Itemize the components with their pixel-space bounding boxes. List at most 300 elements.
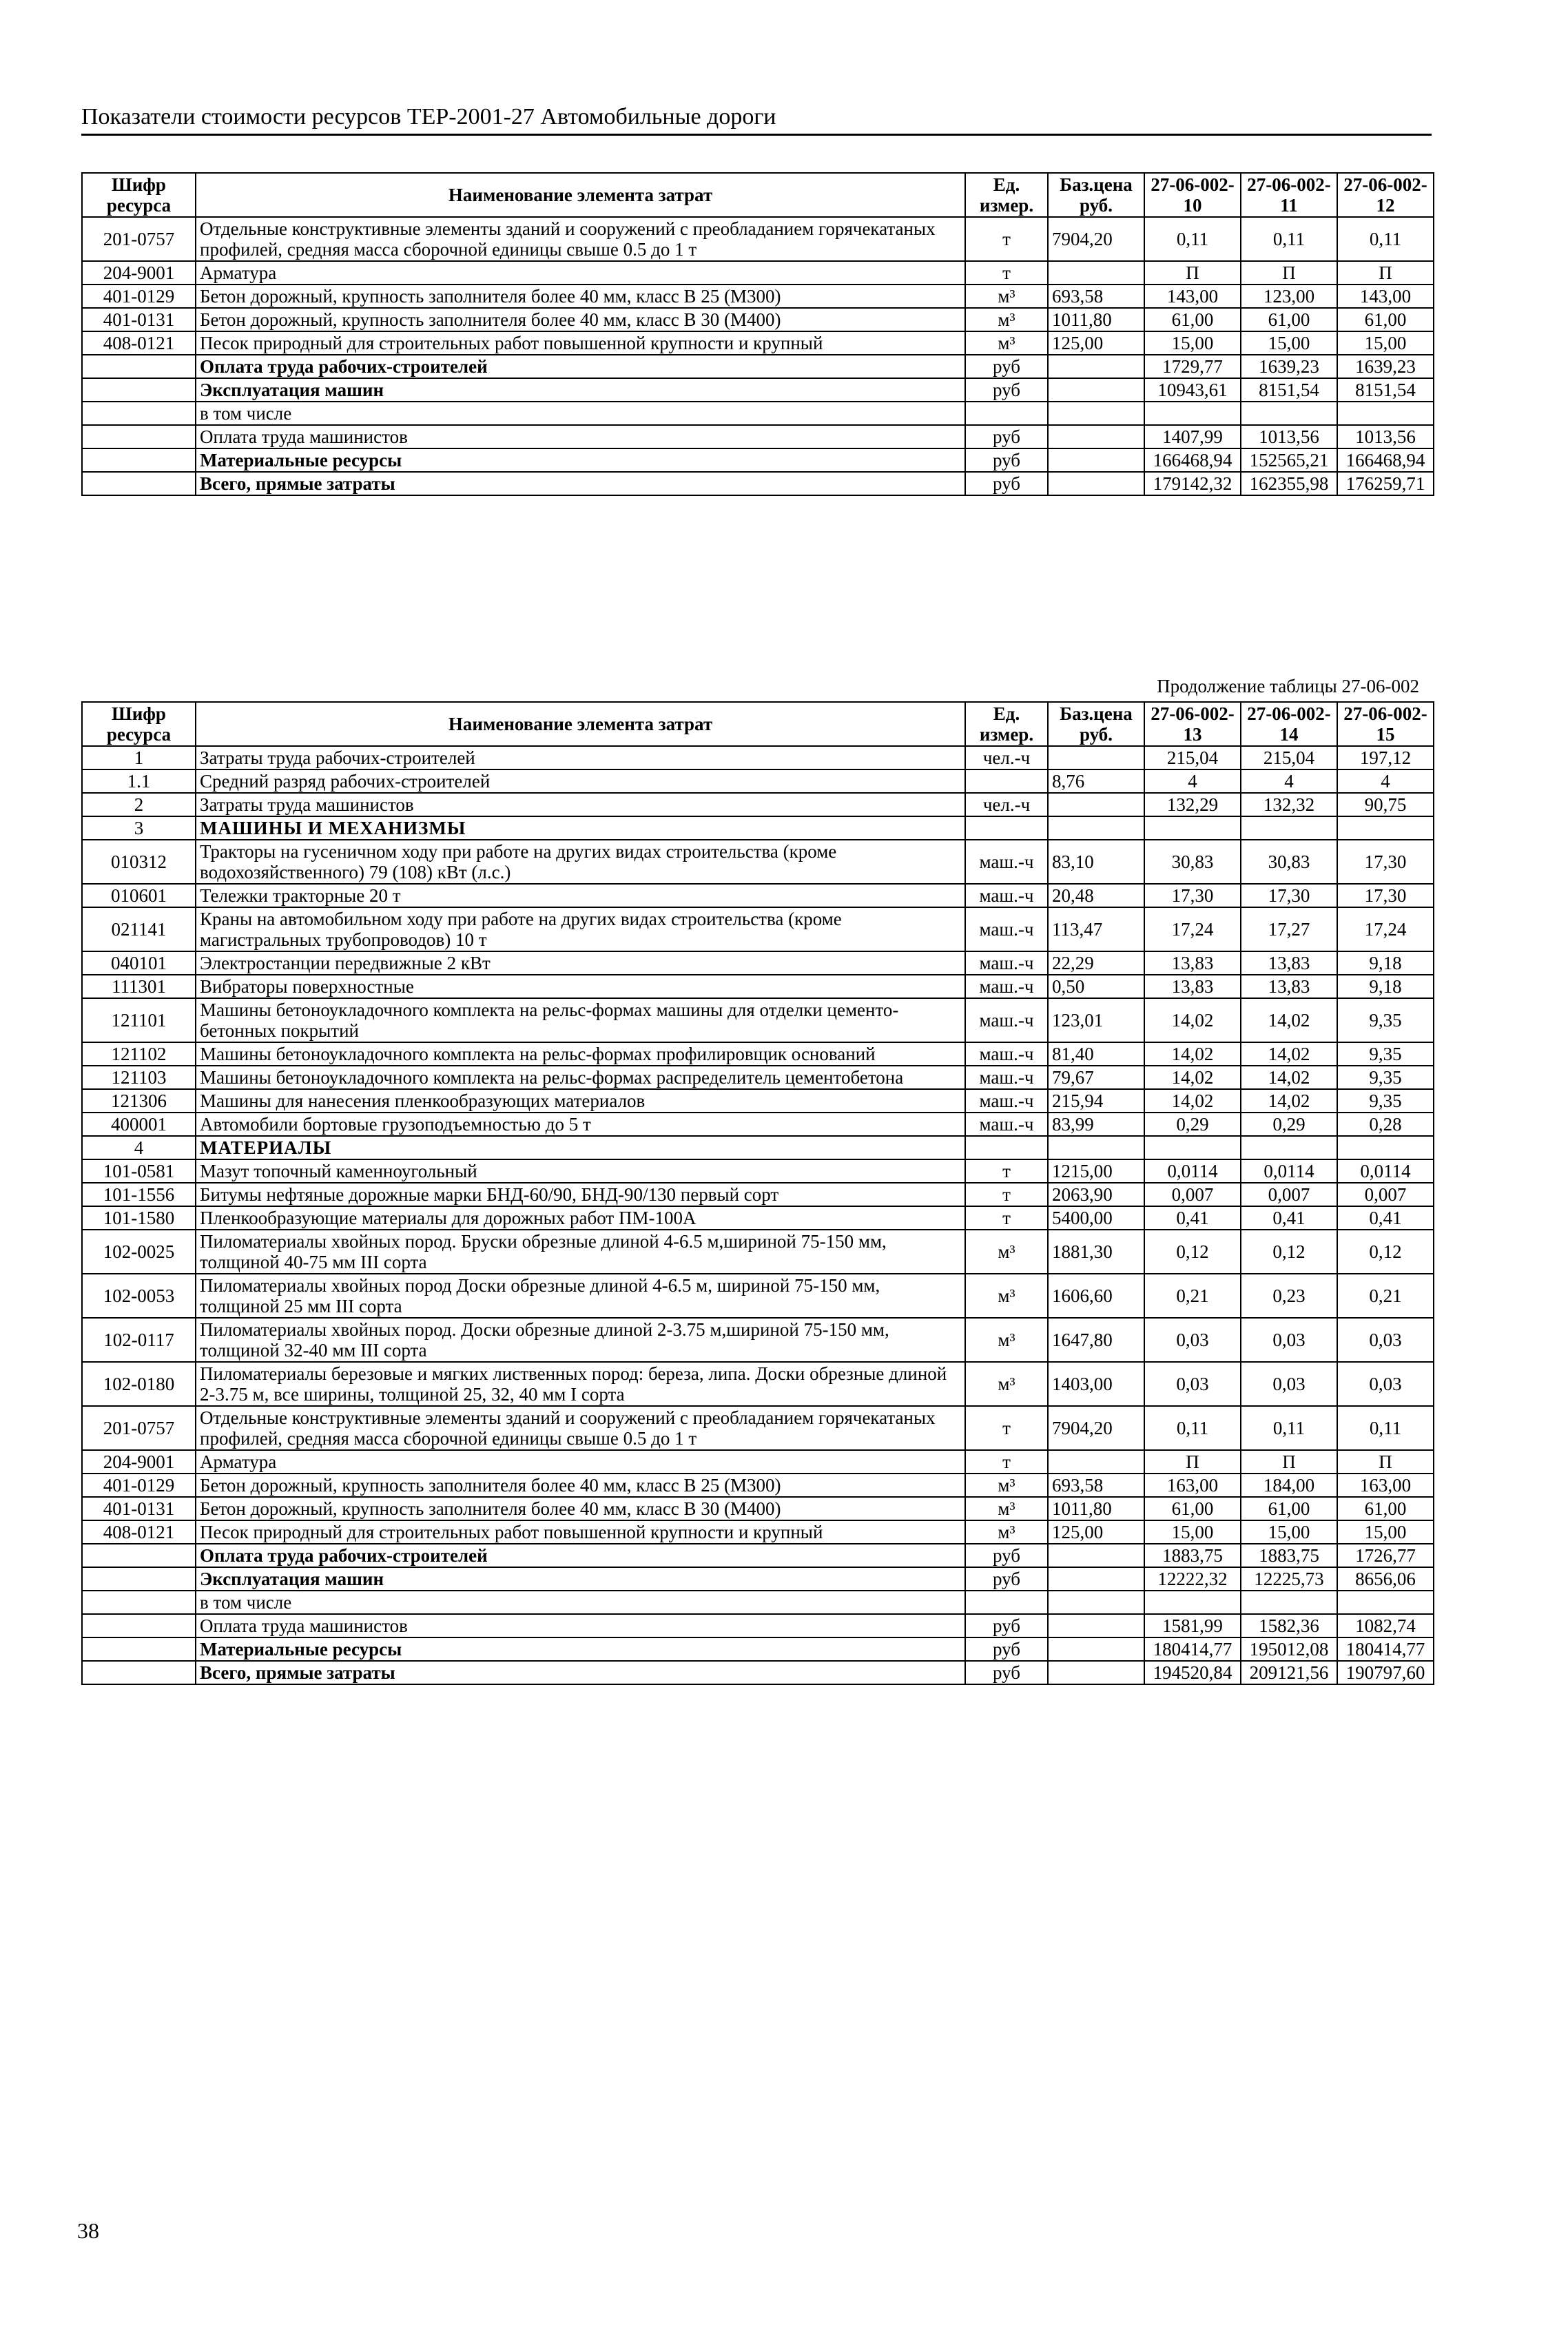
unit-cell: руб xyxy=(965,1567,1048,1591)
table-row xyxy=(82,1520,1434,1544)
resource-name: Материальные ресурсы xyxy=(196,1637,965,1661)
table-row xyxy=(82,1183,1434,1206)
resource-code xyxy=(82,402,196,425)
resource-name: Всего, прямые затраты xyxy=(196,1661,965,1684)
unit-cell: маш.-ч xyxy=(965,1113,1048,1136)
resource-code: 204-9001 xyxy=(82,261,196,285)
norm-value-2: 8151,54 xyxy=(1241,378,1337,402)
norm-value-2: 61,00 xyxy=(1241,1497,1337,1520)
norm-value-1: 0,03 xyxy=(1144,1318,1241,1362)
unit-cell: т xyxy=(965,1450,1048,1474)
norm-value-2: 1883,75 xyxy=(1241,1544,1337,1567)
resource-name: Машины бетоноукладочного комплекта на рельс-формах профилировщик оснований xyxy=(196,1042,965,1066)
resource-code: 2 xyxy=(82,793,196,816)
unit-cell xyxy=(965,816,1048,840)
base-price-cell xyxy=(1048,1591,1144,1614)
resource-code xyxy=(82,472,196,495)
norm-value-2: 13,83 xyxy=(1241,951,1337,975)
norm-value-3: 90,75 xyxy=(1337,793,1434,816)
summary-row xyxy=(82,1661,1434,1684)
summary-row xyxy=(82,1544,1434,1567)
resource-code: 401-0129 xyxy=(82,1474,196,1497)
col-header-unit: Ед. измер. xyxy=(965,173,1048,217)
norm-value-3: 143,00 xyxy=(1337,285,1434,308)
base-price-cell xyxy=(1048,793,1144,816)
resource-name: Эксплуатация машин xyxy=(196,1567,965,1591)
cost-table-2 xyxy=(81,701,1434,1685)
table-row xyxy=(82,907,1434,951)
col-header-name: Наименование элемента затрат xyxy=(196,173,965,217)
unit-cell: маш.-ч xyxy=(965,840,1048,884)
norm-value-2: 123,00 xyxy=(1241,285,1337,308)
norm-value-3: 9,35 xyxy=(1337,1066,1434,1089)
norm-value-2: 17,27 xyxy=(1241,907,1337,951)
unit-cell: руб xyxy=(965,355,1048,378)
norm-value-3: 1726,77 xyxy=(1337,1544,1434,1567)
table-row xyxy=(82,308,1434,331)
resource-name: в том числе xyxy=(196,1591,965,1614)
norm-value-3: 0,41 xyxy=(1337,1206,1434,1230)
base-price-cell xyxy=(1048,1661,1144,1684)
norm-value-3 xyxy=(1337,816,1434,840)
norm-value-1: 1407,99 xyxy=(1144,425,1241,448)
summary-row xyxy=(82,378,1434,402)
base-price-cell: 1011,80 xyxy=(1048,308,1144,331)
norm-value-2: 215,04 xyxy=(1241,746,1337,769)
norm-value-2: 14,02 xyxy=(1241,1089,1337,1113)
resource-name: Краны на автомобильном ходу при работе на других видах строительства (кроме магистральных трубопроводов) 10 т xyxy=(196,907,965,951)
col-header-code: Шифр ресурса xyxy=(82,702,196,746)
norm-value-3: 0,03 xyxy=(1337,1362,1434,1406)
resource-name: Пиломатериалы хвойных пород. Бруски обрезные длиной 4-6.5 м,шириной 75-150 мм, толщиной 40-75 мм III сорта xyxy=(196,1230,965,1274)
norm-value-1: 0,0114 xyxy=(1144,1159,1241,1183)
norm-value-1 xyxy=(1144,816,1241,840)
resource-code: 021141 xyxy=(82,907,196,951)
norm-value-2: 0,007 xyxy=(1241,1183,1337,1206)
unit-cell: т xyxy=(965,1183,1048,1206)
norm-value-3: 0,0114 xyxy=(1337,1159,1434,1183)
base-price-cell: 79,67 xyxy=(1048,1066,1144,1089)
base-price-cell xyxy=(1048,472,1144,495)
norm-value-3: 0,12 xyxy=(1337,1230,1434,1274)
summary-row xyxy=(82,355,1434,378)
norm-value-1: 61,00 xyxy=(1144,1497,1241,1520)
resource-code: 3 xyxy=(82,816,196,840)
unit-cell: маш.-ч xyxy=(965,1066,1048,1089)
norm-value-3: 9,18 xyxy=(1337,975,1434,998)
unit-cell: руб xyxy=(965,472,1048,495)
unit-cell xyxy=(965,1591,1048,1614)
norm-value-1: П xyxy=(1144,1450,1241,1474)
resource-code: 204-9001 xyxy=(82,1450,196,1474)
table-row xyxy=(82,884,1434,907)
col-header-norm-2: 27-06-002-11 xyxy=(1241,173,1337,217)
norm-value-1: 0,29 xyxy=(1144,1113,1241,1136)
resource-code xyxy=(82,1614,196,1637)
norm-value-1: 13,83 xyxy=(1144,975,1241,998)
norm-value-1: 0,41 xyxy=(1144,1206,1241,1230)
resource-name: Оплата труда машинистов xyxy=(196,1614,965,1637)
col-header-norm-1: 27-06-002-10 xyxy=(1144,173,1241,217)
base-price-cell: 8,76 xyxy=(1048,769,1144,793)
resource-name: Машины для нанесения пленкообразующих материалов xyxy=(196,1089,965,1113)
resource-name: Бетон дорожный, крупность заполнителя более 40 мм, класс В 25 (М300) xyxy=(196,1474,965,1497)
table-row xyxy=(82,1614,1434,1637)
norm-value-1: 143,00 xyxy=(1144,285,1241,308)
resource-code: 401-0129 xyxy=(82,285,196,308)
summary-row xyxy=(82,1637,1434,1661)
norm-value-2: 0,12 xyxy=(1241,1230,1337,1274)
unit-cell: м³ xyxy=(965,1274,1048,1318)
unit-cell: руб xyxy=(965,425,1048,448)
table-row xyxy=(82,975,1434,998)
resource-name: Машины бетоноукладочного комплекта на рельс-формах распределитель цементобетона xyxy=(196,1066,965,1089)
resource-code: 102-0117 xyxy=(82,1318,196,1362)
resource-code: 408-0121 xyxy=(82,1520,196,1544)
cost-table-1 xyxy=(81,172,1434,496)
norm-value-3: 190797,60 xyxy=(1337,1661,1434,1684)
resource-code: 101-1556 xyxy=(82,1183,196,1206)
base-price-cell: 125,00 xyxy=(1048,1520,1144,1544)
col-header-norm-1: 27-06-002-13 xyxy=(1144,702,1241,746)
unit-cell: руб xyxy=(965,1544,1048,1567)
page-title: Показатели стоимости ресурсов ТЕР-2001-27 Автомобильные дороги xyxy=(81,104,776,130)
resource-code: 121102 xyxy=(82,1042,196,1066)
unit-cell: руб xyxy=(965,378,1048,402)
norm-value-3: 17,30 xyxy=(1337,884,1434,907)
base-price-cell: 0,50 xyxy=(1048,975,1144,998)
resource-name: Оплата труда рабочих-строителей xyxy=(196,1544,965,1567)
norm-value-2: 14,02 xyxy=(1241,998,1337,1042)
norm-value-2 xyxy=(1241,816,1337,840)
unit-cell: т xyxy=(965,1159,1048,1183)
resource-name: Битумы нефтяные дорожные марки БНД-60/90, БНД-90/130 первый сорт xyxy=(196,1183,965,1206)
base-price-cell: 1403,00 xyxy=(1048,1362,1144,1406)
resource-code xyxy=(82,1661,196,1684)
base-price-cell xyxy=(1048,816,1144,840)
summary-row xyxy=(82,1567,1434,1591)
unit-cell: маш.-ч xyxy=(965,998,1048,1042)
norm-value-2: 30,83 xyxy=(1241,840,1337,884)
norm-value-3 xyxy=(1337,1591,1434,1614)
resource-code: 401-0131 xyxy=(82,1497,196,1520)
table-header-row xyxy=(82,702,1434,746)
norm-value-3: 0,28 xyxy=(1337,1113,1434,1136)
norm-value-3: 1013,56 xyxy=(1337,425,1434,448)
norm-value-3: П xyxy=(1337,1450,1434,1474)
base-price-cell: 215,94 xyxy=(1048,1089,1144,1113)
resource-code: 040101 xyxy=(82,951,196,975)
norm-value-2: 132,32 xyxy=(1241,793,1337,816)
norm-value-3: 17,24 xyxy=(1337,907,1434,951)
unit-cell: м³ xyxy=(965,331,1048,355)
resource-code: 201-0757 xyxy=(82,217,196,261)
base-price-cell xyxy=(1048,746,1144,769)
norm-value-2 xyxy=(1241,402,1337,425)
resource-code: 101-0581 xyxy=(82,1159,196,1183)
unit-cell: руб xyxy=(965,1661,1048,1684)
base-price-cell: 693,58 xyxy=(1048,1474,1144,1497)
unit-cell: руб xyxy=(965,448,1048,472)
norm-value-3: 176259,71 xyxy=(1337,472,1434,495)
norm-value-1: 61,00 xyxy=(1144,308,1241,331)
base-price-cell: 1881,30 xyxy=(1048,1230,1144,1274)
norm-value-2: 4 xyxy=(1241,769,1337,793)
unit-cell: маш.-ч xyxy=(965,975,1048,998)
resource-name: Пиломатериалы хвойных пород. Доски обрезные длиной 2-3.75 м,шириной 75-150 мм, толщиной 32-40 мм III сорта xyxy=(196,1318,965,1362)
table-row xyxy=(82,1089,1434,1113)
norm-value-3: 163,00 xyxy=(1337,1474,1434,1497)
table-body xyxy=(82,746,1434,1684)
resource-name: Тракторы на гусеничном ходу при работе на других видах строительства (кроме водохозяйственного) 79 (108) кВт (л.с.) xyxy=(196,840,965,884)
unit-cell: м³ xyxy=(965,1520,1048,1544)
norm-value-2: 0,11 xyxy=(1241,1406,1337,1450)
unit-cell: т xyxy=(965,261,1048,285)
resource-code xyxy=(82,355,196,378)
col-header-code: Шифр ресурса xyxy=(82,173,196,217)
norm-value-3: 166468,94 xyxy=(1337,448,1434,472)
norm-value-2: 14,02 xyxy=(1241,1066,1337,1089)
norm-value-1: 0,007 xyxy=(1144,1183,1241,1206)
resource-name: Всего, прямые затраты xyxy=(196,472,965,495)
norm-value-2: 0,23 xyxy=(1241,1274,1337,1318)
resource-name: Отдельные конструктивные элементы зданий и сооружений с преобладанием горячекатаных профилей, средняя масса сборочной единицы свыше 0.5 до 1 т xyxy=(196,217,965,261)
resource-name: Песок природный для строительных работ повышенной крупности и крупный xyxy=(196,331,965,355)
col-header-norm-2: 27-06-002-14 xyxy=(1241,702,1337,746)
norm-value-3: 0,03 xyxy=(1337,1318,1434,1362)
summary-row xyxy=(82,448,1434,472)
norm-value-3: 9,35 xyxy=(1337,1089,1434,1113)
unit-cell xyxy=(965,402,1048,425)
base-price-cell: 83,10 xyxy=(1048,840,1144,884)
norm-value-3: 17,30 xyxy=(1337,840,1434,884)
base-price-cell: 7904,20 xyxy=(1048,1406,1144,1450)
base-price-cell xyxy=(1048,261,1144,285)
resource-name: Машины бетоноукладочного комплекта на рельс-формах машины для отделки цементо-бетонных покрытий xyxy=(196,998,965,1042)
base-price-cell xyxy=(1048,1637,1144,1661)
resource-code: 408-0121 xyxy=(82,331,196,355)
resource-code: 1.1 xyxy=(82,769,196,793)
resource-code: 121103 xyxy=(82,1066,196,1089)
resource-code: 4 xyxy=(82,1136,196,1159)
unit-cell: маш.-ч xyxy=(965,1042,1048,1066)
resource-code xyxy=(82,448,196,472)
table-row xyxy=(82,1230,1434,1274)
norm-value-1: 12222,32 xyxy=(1144,1567,1241,1591)
resource-name: Бетон дорожный, крупность заполнителя более 40 мм, класс В 30 (М400) xyxy=(196,308,965,331)
table-row xyxy=(82,1406,1434,1450)
resource-code: 102-0053 xyxy=(82,1274,196,1318)
resource-name: Материальные ресурсы xyxy=(196,448,965,472)
norm-value-3: 0,11 xyxy=(1337,217,1434,261)
table-row xyxy=(82,1042,1434,1066)
table-row xyxy=(82,793,1434,816)
norm-value-1: 0,11 xyxy=(1144,217,1241,261)
norm-value-3: 197,12 xyxy=(1337,746,1434,769)
table-body xyxy=(82,217,1434,495)
base-price-cell xyxy=(1048,1450,1144,1474)
resource-name: Бетон дорожный, крупность заполнителя более 40 мм, класс В 30 (М400) xyxy=(196,1497,965,1520)
norm-value-3: 1639,23 xyxy=(1337,355,1434,378)
norm-value-1: 17,24 xyxy=(1144,907,1241,951)
table-row xyxy=(82,840,1434,884)
resource-name: Электростанции передвижные 2 кВт xyxy=(196,951,965,975)
table-row xyxy=(82,1450,1434,1474)
norm-value-2: 152565,21 xyxy=(1241,448,1337,472)
norm-value-3: 15,00 xyxy=(1337,331,1434,355)
base-price-cell: 5400,00 xyxy=(1048,1206,1144,1230)
table-row xyxy=(82,1066,1434,1089)
norm-value-1: П xyxy=(1144,261,1241,285)
col-header-price: Баз.цена руб. xyxy=(1048,173,1144,217)
unit-cell: маш.-ч xyxy=(965,1089,1048,1113)
norm-value-1: 163,00 xyxy=(1144,1474,1241,1497)
unit-cell: м³ xyxy=(965,1474,1048,1497)
resource-name: Песок природный для строительных работ повышенной крупности и крупный xyxy=(196,1520,965,1544)
norm-value-2: 184,00 xyxy=(1241,1474,1337,1497)
base-price-cell: 2063,90 xyxy=(1048,1183,1144,1206)
resource-code: 102-0180 xyxy=(82,1362,196,1406)
norm-value-3: 9,18 xyxy=(1337,951,1434,975)
table-header-row xyxy=(82,173,1434,217)
norm-value-2: 15,00 xyxy=(1241,331,1337,355)
resource-name: МАШИНЫ И МЕХАНИЗМЫ xyxy=(196,816,965,840)
norm-value-3: 61,00 xyxy=(1337,1497,1434,1520)
base-price-cell xyxy=(1048,1136,1144,1159)
table-row xyxy=(82,1159,1434,1183)
base-price-cell xyxy=(1048,355,1144,378)
col-header-unit: Ед. измер. xyxy=(965,702,1048,746)
norm-value-3: 8151,54 xyxy=(1337,378,1434,402)
unit-cell: м³ xyxy=(965,308,1048,331)
table-row xyxy=(82,285,1434,308)
resource-code xyxy=(82,1567,196,1591)
resource-name: Арматура xyxy=(196,1450,965,1474)
unit-cell xyxy=(965,1136,1048,1159)
norm-value-1: 0,21 xyxy=(1144,1274,1241,1318)
unit-cell: м³ xyxy=(965,1497,1048,1520)
base-price-cell xyxy=(1048,1614,1144,1637)
resource-code xyxy=(82,378,196,402)
unit-cell: руб xyxy=(965,1614,1048,1637)
unit-cell: т xyxy=(965,1406,1048,1450)
table-row xyxy=(82,769,1434,793)
table-row xyxy=(82,951,1434,975)
norm-value-3: 180414,77 xyxy=(1337,1637,1434,1661)
norm-value-1: 15,00 xyxy=(1144,1520,1241,1544)
base-price-cell: 1011,80 xyxy=(1048,1497,1144,1520)
resource-name: Арматура xyxy=(196,261,965,285)
resource-code: 101-1580 xyxy=(82,1206,196,1230)
section-row xyxy=(82,816,1434,840)
section-row xyxy=(82,1136,1434,1159)
resource-code: 102-0025 xyxy=(82,1230,196,1274)
resource-code: 1 xyxy=(82,746,196,769)
resource-name: Оплата труда рабочих-строителей xyxy=(196,355,965,378)
base-price-cell: 113,47 xyxy=(1048,907,1144,951)
base-price-cell xyxy=(1048,1567,1144,1591)
page-header xyxy=(81,103,1432,136)
resource-name: Пиломатериалы березовые и мягких лиственных пород: береза, липа. Доски обрезные длиной 2-3.75 м, все ширины, толщиной 25, 32, 40 мм I сорта xyxy=(196,1362,965,1406)
norm-value-1: 14,02 xyxy=(1144,998,1241,1042)
norm-value-1 xyxy=(1144,402,1241,425)
norm-value-3: 1082,74 xyxy=(1337,1614,1434,1637)
resource-code: 121306 xyxy=(82,1089,196,1113)
norm-value-3: 4 xyxy=(1337,769,1434,793)
norm-value-2: 0,03 xyxy=(1241,1362,1337,1406)
table-row xyxy=(82,402,1434,425)
norm-value-3: 0,007 xyxy=(1337,1183,1434,1206)
resource-code: 010601 xyxy=(82,884,196,907)
resource-name: в том числе xyxy=(196,402,965,425)
norm-value-3: 61,00 xyxy=(1337,308,1434,331)
norm-value-3: 9,35 xyxy=(1337,998,1434,1042)
summary-row xyxy=(82,472,1434,495)
col-header-name: Наименование элемента затрат xyxy=(196,702,965,746)
norm-value-1: 14,02 xyxy=(1144,1089,1241,1113)
resource-name: Эксплуатация машин xyxy=(196,378,965,402)
table-row xyxy=(82,1362,1434,1406)
base-price-cell xyxy=(1048,1544,1144,1567)
resource-name: МАТЕРИАЛЫ xyxy=(196,1136,965,1159)
table-row xyxy=(82,1591,1434,1614)
norm-value-2: 195012,08 xyxy=(1241,1637,1337,1661)
resource-code: 111301 xyxy=(82,975,196,998)
resource-code: 121101 xyxy=(82,998,196,1042)
table-row xyxy=(82,261,1434,285)
table-row xyxy=(82,1318,1434,1362)
table-row xyxy=(82,1474,1434,1497)
norm-value-2: 13,83 xyxy=(1241,975,1337,998)
base-price-cell: 83,99 xyxy=(1048,1113,1144,1136)
resource-code: 400001 xyxy=(82,1113,196,1136)
unit-cell xyxy=(965,769,1048,793)
unit-cell: т xyxy=(965,1206,1048,1230)
col-header-norm-3: 27-06-002-12 xyxy=(1337,173,1434,217)
table-row xyxy=(82,425,1434,448)
unit-cell: м³ xyxy=(965,1318,1048,1362)
norm-value-2: 12225,73 xyxy=(1241,1567,1337,1591)
resource-name: Бетон дорожный, крупность заполнителя более 40 мм, класс В 25 (М300) xyxy=(196,285,965,308)
norm-value-2: 0,29 xyxy=(1241,1113,1337,1136)
table-row xyxy=(82,746,1434,769)
base-price-cell: 1606,60 xyxy=(1048,1274,1144,1318)
norm-value-2: 209121,56 xyxy=(1241,1661,1337,1684)
unit-cell: маш.-ч xyxy=(965,884,1048,907)
norm-value-3: 8656,06 xyxy=(1337,1567,1434,1591)
col-header-price: Баз.цена руб. xyxy=(1048,702,1144,746)
resource-name: Затраты труда машинистов xyxy=(196,793,965,816)
norm-value-2: 1639,23 xyxy=(1241,355,1337,378)
norm-value-1: 166468,94 xyxy=(1144,448,1241,472)
norm-value-3 xyxy=(1337,402,1434,425)
norm-value-1: 14,02 xyxy=(1144,1066,1241,1089)
norm-value-1: 4 xyxy=(1144,769,1241,793)
norm-value-2: 1013,56 xyxy=(1241,425,1337,448)
norm-value-2: 17,30 xyxy=(1241,884,1337,907)
base-price-cell xyxy=(1048,425,1144,448)
base-price-cell: 1215,00 xyxy=(1048,1159,1144,1183)
unit-cell: м³ xyxy=(965,285,1048,308)
norm-value-3: 0,11 xyxy=(1337,1406,1434,1450)
base-price-cell: 7904,20 xyxy=(1048,217,1144,261)
base-price-cell: 125,00 xyxy=(1048,331,1144,355)
norm-value-2: 0,11 xyxy=(1241,217,1337,261)
norm-value-1: 132,29 xyxy=(1144,793,1241,816)
unit-cell: т xyxy=(965,217,1048,261)
norm-value-3 xyxy=(1337,1136,1434,1159)
norm-value-1: 1883,75 xyxy=(1144,1544,1241,1567)
